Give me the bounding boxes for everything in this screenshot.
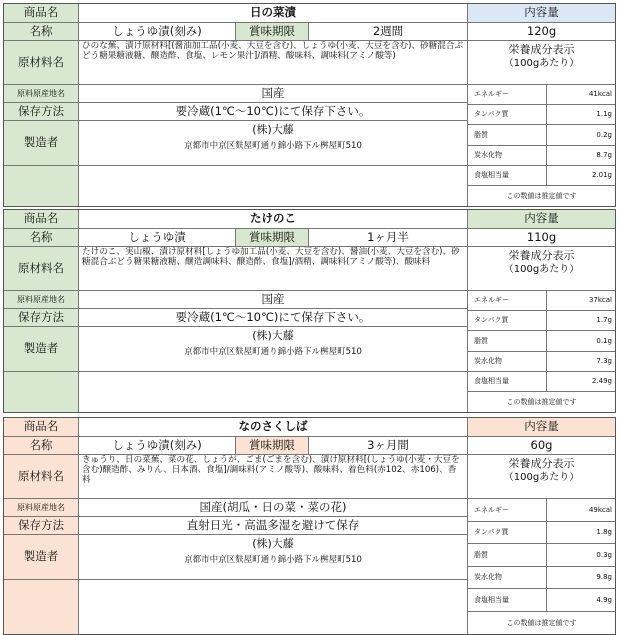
storage-value: 要冷蔵(1℃～10℃)にて保存下さい。 xyxy=(79,103,468,121)
nutrition-row-value: 41kcal xyxy=(547,85,615,105)
name-label: 名称 xyxy=(4,23,79,41)
name-value: しょうゆ漬(刻み) xyxy=(79,23,236,41)
best-before-label: 賞味期限 xyxy=(236,23,309,41)
manufacturer-label: 製造者 xyxy=(4,327,79,372)
nutrition-per: （100gあたり） xyxy=(503,263,580,275)
nutrition-row-value: 7.3g xyxy=(547,352,615,372)
origin-value: 国産 xyxy=(79,85,468,103)
manufacturer-name: (株)大藤 xyxy=(252,329,294,342)
best-before-label: 賞味期限 xyxy=(236,437,309,455)
ingredients-label: 原材料名 xyxy=(4,247,79,291)
nutrition-row-label: エネルギー xyxy=(468,499,547,522)
blank-label-cell xyxy=(4,580,79,634)
manufacturer-value xyxy=(79,327,468,372)
nutrition-row-value: 1.7g xyxy=(547,311,615,331)
nutrition-header xyxy=(468,455,615,499)
contents-label: 内容量 xyxy=(468,418,615,437)
manufacturer-label: 製造者 xyxy=(4,121,79,166)
nutrition-row-label: 脂質 xyxy=(468,544,547,567)
nutrition-row-label: タンパク質 xyxy=(468,311,547,331)
nutrition-row-value: 8.7g xyxy=(547,146,615,166)
product-name-label: 商品名 xyxy=(4,210,79,229)
blank-label-cell xyxy=(4,166,79,206)
ingredients-value: きゅうり、日の菜蕪、菜の花、しょうが、ごま(ごまを含む)、漬け原材料[(しょうゆ(小麦・大豆を含む)醸造酢、みりん、日本酒、食塩]/調味料(アミノ酸等)、酸味料、着色料(赤102、赤106)、香料 xyxy=(79,455,468,499)
storage-value: 直射日光・高温多湿を避けて保存 xyxy=(79,517,468,535)
contents-label: 内容量 xyxy=(468,4,615,23)
blank-value-cell xyxy=(79,580,468,634)
nutrition-row-value: 2.01g xyxy=(547,166,615,186)
origin-label: 原料原産地名 xyxy=(4,291,79,309)
contents-value: 110g xyxy=(468,229,615,247)
contents-value: 120g xyxy=(468,23,615,41)
nutrition-row-label: 食塩相当量 xyxy=(468,372,547,392)
estimate-note: この数値は推定値です xyxy=(468,392,615,412)
blank-value-cell xyxy=(79,372,468,412)
ingredients-value: たけのこ、実山椒、漬け原材料[しょうゆ加工品(小麦、大豆を含む)、醤油(小麦、大豆を含む)、砂糖混合ぶどう糖果糖液糖、醸造調味料、醸造酢、食塩]/酒精、調味料(アミノ酸等)、酸味料 xyxy=(79,247,468,291)
nutrition-row-value: 9.8g xyxy=(547,567,615,589)
product-label-card xyxy=(3,209,616,413)
best-before-value: 2週間 xyxy=(309,23,468,41)
contents-value: 60g xyxy=(468,437,615,455)
storage-label: 保存方法 xyxy=(4,517,79,535)
nutrition-row-label: 食塩相当量 xyxy=(468,589,547,612)
nutrition-row-label: タンパク質 xyxy=(468,522,547,544)
name-value: しょうゆ漬(刻み) xyxy=(79,437,236,455)
origin-value: 国産 xyxy=(79,291,468,309)
manufacturer-value xyxy=(79,535,468,580)
product-name-label: 商品名 xyxy=(4,4,79,23)
nutrition-header xyxy=(468,41,615,85)
nutrition-row-label: 脂質 xyxy=(468,125,547,146)
product-name-value: 日の菜漬 xyxy=(79,4,468,23)
nutrition-row-label: タンパク質 xyxy=(468,105,547,125)
nutrition-row-value: 0.3g xyxy=(547,544,615,567)
storage-value: 要冷蔵(1℃～10℃)にて保存下さい。 xyxy=(79,309,468,327)
origin-value: 国産(胡瓜・日の菜・菜の花) xyxy=(79,499,468,517)
name-value: しょうゆ漬 xyxy=(79,229,236,247)
nutrition-row-label: 炭水化物 xyxy=(468,146,547,166)
name-label: 名称 xyxy=(4,437,79,455)
best-before-value: 3ヶ月間 xyxy=(309,437,468,455)
nutrition-header xyxy=(468,247,615,291)
nutrition-row-value: 1.1g xyxy=(547,105,615,125)
product-name-value: なのさくしば xyxy=(79,418,468,437)
best-before-value: 1ヶ月半 xyxy=(309,229,468,247)
manufacturer-name: (株)大藤 xyxy=(252,537,294,550)
estimate-note: この数値は推定値です xyxy=(468,186,615,206)
manufacturer-address: 京都市中京区麩屋町通り錦小路下ル桝屋町510 xyxy=(184,554,362,565)
nutrition-row-value: 4.9g xyxy=(547,589,615,612)
nutrition-row-value: 2.49g xyxy=(547,372,615,392)
product-label-card xyxy=(3,417,616,635)
nutrition-row-value: 49kcal xyxy=(547,499,615,522)
nutrition-row-label: 脂質 xyxy=(468,331,547,352)
contents-label: 内容量 xyxy=(468,210,615,229)
nutrition-row-label: エネルギー xyxy=(468,291,547,311)
nutrition-row-value: 0.1g xyxy=(547,331,615,352)
manufacturer-value xyxy=(79,121,468,166)
nutrition-title: 栄養成分表示 xyxy=(508,249,575,262)
ingredients-value: ひのな蕪、漬け原材料[(醤油加工品(小麦、大豆を含む)、しょうゆ(小麦、大豆を含む)、砂糖混合ぶどう糖果糖液糖、醸造酢、食塩、レモン果汁]/酒精、酸味料、調味料(アミノ酸等) xyxy=(79,41,468,85)
blank-value-cell xyxy=(79,166,468,206)
manufacturer-address: 京都市中京区麩屋町通り錦小路下ル桝屋町510 xyxy=(184,346,362,357)
product-name-label: 商品名 xyxy=(4,418,79,437)
manufacturer-address: 京都市中京区麩屋町通り錦小路下ル桝屋町510 xyxy=(184,140,362,151)
nutrition-title: 栄養成分表示 xyxy=(508,43,575,56)
nutrition-per: （100gあたり） xyxy=(503,57,580,69)
product-label-card xyxy=(3,3,616,207)
storage-label: 保存方法 xyxy=(4,309,79,327)
manufacturer-label: 製造者 xyxy=(4,535,79,580)
manufacturer-name: (株)大藤 xyxy=(252,123,294,136)
nutrition-row-value: 37kcal xyxy=(547,291,615,311)
nutrition-row-label: エネルギー xyxy=(468,85,547,105)
nutrition-per: （100gあたり） xyxy=(503,471,580,483)
nutrition-row-label: 炭水化物 xyxy=(468,352,547,372)
product-name-value: たけのこ xyxy=(79,210,468,229)
origin-label: 原料原産地名 xyxy=(4,85,79,103)
estimate-note: この数値は推定値です xyxy=(468,612,615,634)
ingredients-label: 原材料名 xyxy=(4,41,79,85)
origin-label: 原料原産地名 xyxy=(4,499,79,517)
nutrition-row-label: 食塩相当量 xyxy=(468,166,547,186)
nutrition-row-value: 0.2g xyxy=(547,125,615,146)
nutrition-title: 栄養成分表示 xyxy=(508,457,575,470)
best-before-label: 賞味期限 xyxy=(236,229,309,247)
nutrition-row-value: 1.8g xyxy=(547,522,615,544)
nutrition-row-label: 炭水化物 xyxy=(468,567,547,589)
blank-label-cell xyxy=(4,372,79,412)
ingredients-label: 原材料名 xyxy=(4,455,79,499)
name-label: 名称 xyxy=(4,229,79,247)
storage-label: 保存方法 xyxy=(4,103,79,121)
